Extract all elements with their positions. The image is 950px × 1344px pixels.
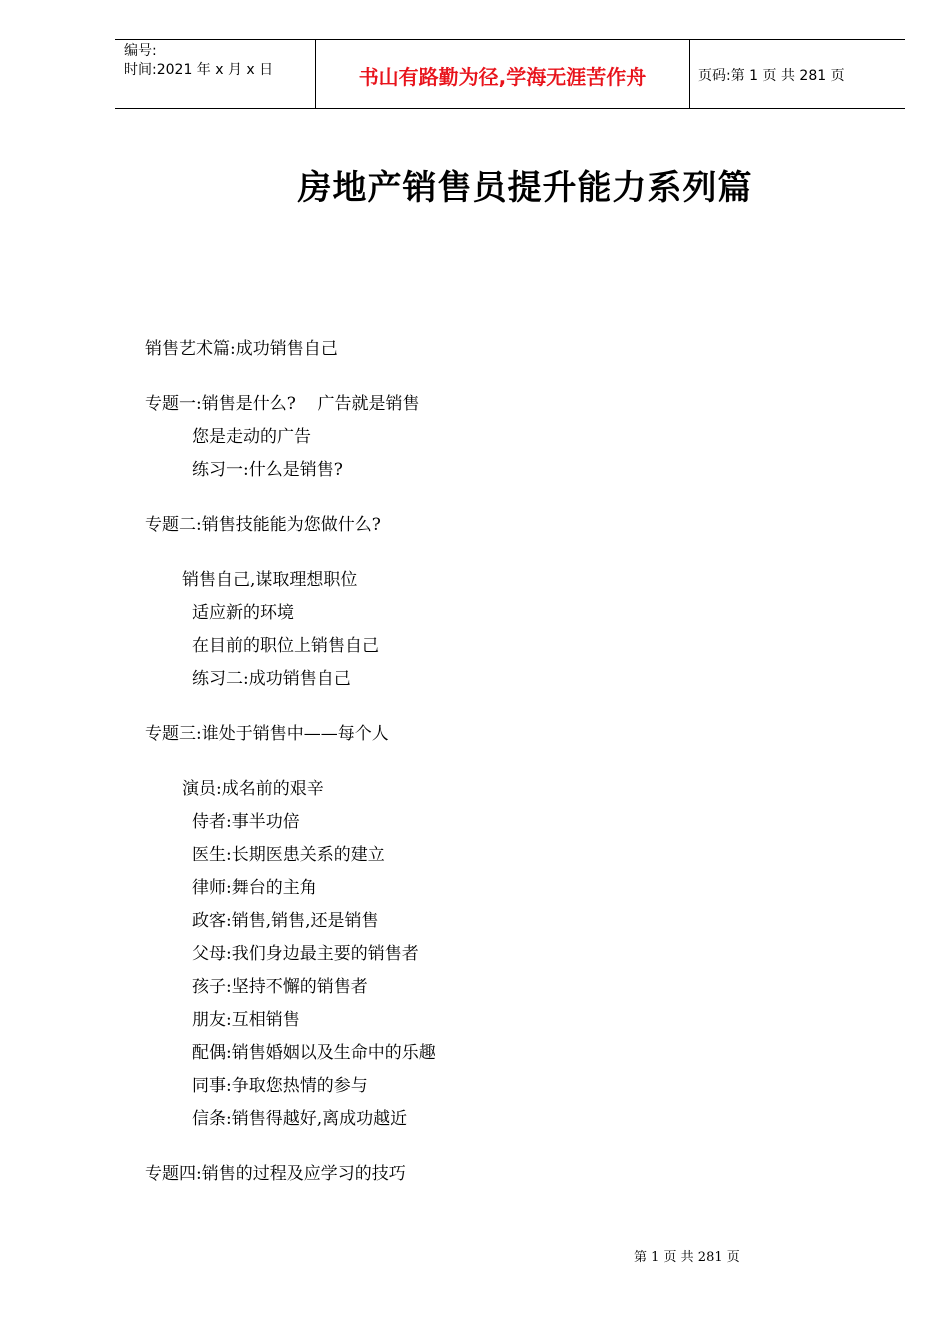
topic-2-item: 在目前的职位上销售自己 bbox=[192, 636, 379, 656]
topic-3-item: 父母:我们身边最主要的销售者 bbox=[192, 944, 419, 964]
topic-3-item: 侍者:事半功倍 bbox=[192, 812, 300, 832]
topic-2-item: 销售自己,谋取理想职位 bbox=[182, 570, 358, 590]
topic-1-item: 您是走动的广告 bbox=[192, 427, 311, 447]
topic-3-item: 政客:销售,销售,还是销售 bbox=[192, 911, 379, 931]
topic-3-item: 同事:争取您热情的参与 bbox=[192, 1076, 368, 1096]
topic-3-item: 演员:成名前的艰辛 bbox=[182, 779, 324, 799]
topic-3-item: 孩子:坚持不懈的销售者 bbox=[192, 977, 368, 997]
header-table bbox=[115, 39, 905, 109]
topic-3-item: 朋友:互相销售 bbox=[192, 1010, 300, 1030]
page-info: 页码:第 1 页 共 281 页 bbox=[698, 68, 845, 84]
topic-3-item: 信条:销售得越好,离成功越近 bbox=[192, 1109, 408, 1129]
document-title: 房地产销售员提升能力系列篇 bbox=[297, 168, 753, 208]
motto-text: 书山有路勤为径,学海无涯苦作舟 bbox=[358, 64, 647, 89]
topic-3-item: 配偶:销售婚姻以及生命中的乐趣 bbox=[192, 1043, 436, 1063]
topic-2-item: 练习二:成功销售自己 bbox=[192, 669, 351, 689]
topic-1-item: 练习一:什么是销售? bbox=[192, 460, 343, 480]
topic-4-heading: 专题四:销售的过程及应学习的技巧 bbox=[145, 1164, 406, 1184]
page-footer: 第 1 页 共 281 页 bbox=[634, 1250, 740, 1265]
serial-label: 编号: bbox=[124, 43, 157, 59]
topic-3-item: 医生:长期医患关系的建立 bbox=[192, 845, 385, 865]
header-motto-cell bbox=[316, 40, 690, 108]
section-intro: 销售艺术篇:成功销售自己 bbox=[145, 339, 338, 359]
topic-2-item: 适应新的环境 bbox=[192, 603, 294, 623]
header-page-cell bbox=[690, 40, 905, 108]
topic-1-heading: 专题一:销售是什么? 广告就是销售 bbox=[145, 394, 420, 414]
topic-2-heading: 专题二:销售技能能为您做什么? bbox=[145, 515, 381, 535]
time-label: 时间:2021 年 x 月 x 日 bbox=[124, 62, 274, 78]
topic-3-heading: 专题三:谁处于销售中——每个人 bbox=[145, 724, 389, 744]
header-meta-cell bbox=[115, 40, 316, 108]
topic-3-item: 律师:舞台的主角 bbox=[192, 878, 317, 898]
